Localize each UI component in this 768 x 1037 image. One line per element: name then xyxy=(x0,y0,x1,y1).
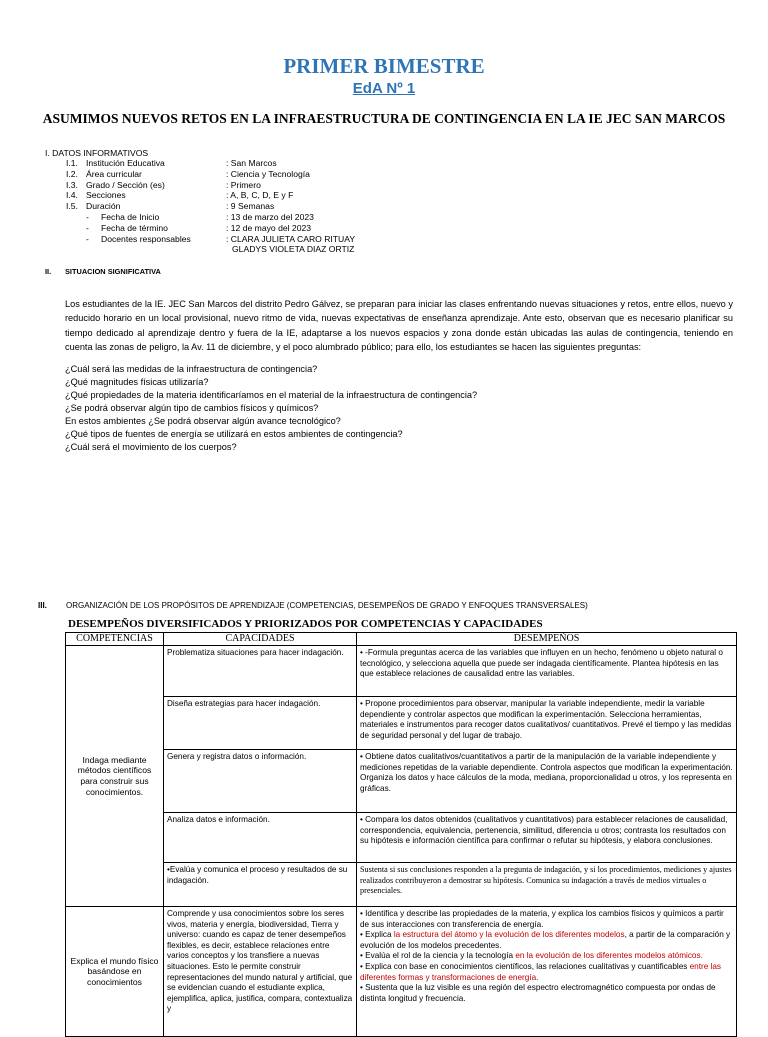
desempeno-cell: • Obtiene datos cualitativos/cuantitativos a partir de la manipulación de la variable independiente y mediciones repetidas de la variable dependiente. Controla aspectos que modifican la experimentación. Organiza los datos y hace cálculos de la moda, mediana, proporcionalidad u otros, y los representa en gráficas. xyxy=(357,750,737,813)
info-num: I.2. xyxy=(66,169,78,179)
competencias-table xyxy=(65,632,737,1037)
desempeno-bullet: • Explica la estructura del átomo y la evolución de los diferentes modelos, a partir de la comparación y evolución de los modelos precedentes. xyxy=(360,930,731,950)
situacion-paragraph xyxy=(65,297,733,354)
table-row xyxy=(66,863,737,907)
desempeno-cell: • Compara los datos obtenidos (cualitativos y cuantitativos) para establecer relaciones de causalidad, correspondencia, equivalencia, pertenencia, similitud, diferencia u otros; contrasta los resultados con su hipótesis e información científica para confirmar o refutar su hipótesis, y elabora conclusiones. xyxy=(357,813,737,863)
info-value: : 13 de marzo del 2023 xyxy=(226,212,314,222)
organizacion-num: III. xyxy=(38,601,47,610)
info-value: GLADYS VIOLETA DIAZ ORTIZ xyxy=(232,244,355,254)
capacidad-cell: •Evalúa y comunica el proceso y resultados de su indagación. xyxy=(164,863,357,907)
info-label: Área curricular xyxy=(86,169,142,179)
question-item: ¿Se podrá observar algún tipo de cambios físicos y químicos? xyxy=(65,403,319,413)
desempeno-cell xyxy=(357,907,737,1037)
desempeno-bullet: • Evalúa el rol de la ciencia y la tecnología en la evolución de los diferentes modelos atómicos. xyxy=(360,951,703,961)
info-num: I.1. xyxy=(66,158,78,168)
competencia-indaga: Indaga mediante métodos científicos para construir sus conocimientos. xyxy=(66,646,164,907)
table-row xyxy=(66,646,737,697)
info-label: Fecha de Inicio xyxy=(101,212,160,222)
info-label: Duración xyxy=(86,201,121,211)
info-value: : San Marcos xyxy=(226,158,277,168)
info-value: : 12 de mayo del 2023 xyxy=(226,223,312,233)
competencia-explica: Explica el mundo físico basándose en conocimientos xyxy=(66,907,164,1037)
desempeno-cell: • -Formula preguntas acerca de las variables que influyen en un hecho, fenómeno u objeto natural o tecnológico, y selecciona aquella que puede ser indagada científicamente. Plantea hipótesis en las que establece relaciones de causalidad entre las variables. xyxy=(357,646,737,697)
capacidad-cell: Genera y registra datos o información. xyxy=(164,750,357,813)
header-competencias: COMPETENCIAS xyxy=(66,633,164,646)
header-capacidades: CAPACIDADES xyxy=(164,633,357,646)
situacion-heading: SITUACION SIGNIFICATIVA xyxy=(65,267,161,276)
info-dash: - xyxy=(86,212,89,222)
desempeno-bullet: • Explica con base en conocimientos científicos, las relaciones cualitativas y cuantificables entre las diferentes formas y transformaciones de energía. xyxy=(360,961,722,982)
question-item: ¿Cuál será las medidas de la infraestructura de contingencia? xyxy=(65,364,318,374)
table-row xyxy=(66,750,737,813)
capacidad-cell: Analiza datos e información. xyxy=(164,813,357,863)
info-label: Grado / Sección (es) xyxy=(86,180,165,190)
table-row xyxy=(66,697,737,750)
question-item: En estos ambientes ¿Se podrá observar algún avance tecnológico? xyxy=(65,416,341,426)
table-title: DESEMPEÑOS DIVERSIFICADOS Y PRIORIZADOS POR COMPETENCIAS Y CAPACIDADES xyxy=(68,618,543,630)
question-item: ¿Cuál será el movimiento de los cuerpos? xyxy=(65,442,237,452)
info-label: Secciones xyxy=(86,190,126,200)
page-title: PRIMER BIMESTRE xyxy=(283,54,485,78)
info-value: : Ciencia y Tecnología xyxy=(226,169,310,179)
situacion-text: Los estudiantes de la IE. JEC San Marcos del distrito Pedro Gálvez, se preparan para iniciar las clases enfrentando nuevas situaciones y retos, entre ellos, nuevo y reducido horario en un local provisional, nuevo ritmo de vida, nuevas expectativas de enseñanza aprendizaje. Ante esto, observan que es necesario planificar su tiempo dedicado al aprendizaje dentro y fuera de la IE, adaptarse a los nuevos espacios y zona donde están ubicadas las aulas de contingencia, teniendo en cuenta las zonas de peligro, la Av. 11 de diciembre, y el poco alumbrado público; para ello, los estudiantes se hacen las siguientes preguntas: xyxy=(65,299,733,352)
question-item: ¿Qué tipos de fuentes de energía se utilizará en estos ambientes de contingencia? xyxy=(65,429,403,439)
info-value: : CLARA JULIETA CARO RITUAY xyxy=(226,234,356,244)
datos-heading: I. DATOS INFORMATIVOS xyxy=(45,148,149,158)
desempeno-bullet: • Identifica y describe las propiedades de la materia, y explica los cambios físicos y químicos a partir de sus interacciones con transferencia de energía. xyxy=(360,909,724,929)
question-item: ¿Qué propiedades de la materia identificaríamos en el material de la infraestructura de contingencia? xyxy=(65,390,478,400)
organizacion-text: ORGANIZACIÓN DE LOS PROPÓSITOS DE APRENDIZAJE (COMPETENCIAS, DESEMPEÑOS DE GRADO Y ENFOQUES TRANSVERSALES) xyxy=(66,601,588,610)
table-row xyxy=(66,813,737,863)
info-label: Docentes responsables xyxy=(101,234,191,244)
desempeno-cell: Sustenta si sus conclusiones responden a la pregunta de indagación, y si los procedimientos, mediciones y ajustes realizados contribuyeron a demostrar su hipótesis. Comunica su indagación a través de medios virtuales o presenciales. xyxy=(357,863,737,907)
info-num: I.4. xyxy=(66,190,78,200)
info-label: Fecha de término xyxy=(101,223,168,233)
header-desempenos: DESEMPEÑOS xyxy=(357,633,737,646)
info-num: I.3. xyxy=(66,180,78,190)
desempeno-bullet: • Sustenta que la luz visible es una región del espectro electromagnético compuesta por ondas de distinta longitud y frecuencia. xyxy=(360,983,716,1003)
capacidad-cell: Problematiza situaciones para hacer indagación. xyxy=(164,646,357,697)
page-subtitle: ASUMIMOS NUEVOS RETOS EN LA INFRAESTRUCTURA DE CONTINGENCIA EN LA IE JEC SAN MARCOS xyxy=(42,111,726,126)
info-dash: - xyxy=(86,234,89,244)
situacion-num: II. xyxy=(45,267,52,276)
info-value: : Primero xyxy=(226,180,261,190)
eda-text: EdA Nº 1 xyxy=(352,80,416,97)
info-num: I.5. xyxy=(66,201,78,211)
desempeno-cell: • Propone procedimientos para observar, manipular la variable independiente, medir la variable dependiente y controlar aspectos que modifican la experimentación. Selecciona herramientas, materiales e instrumentos para recoger datos cualitativos/ cuantitativos. Prevé el tiempo y las medidas de seguridad personal y del lugar de trabajo. xyxy=(357,697,737,750)
info-dash: - xyxy=(86,223,89,233)
info-value: : A, B, C, D, E y F xyxy=(226,190,294,200)
table-row xyxy=(66,907,737,1037)
eda-label xyxy=(0,80,768,97)
info-label: Institución Educativa xyxy=(86,158,165,168)
capacidad-cell: Diseña estrategias para hacer indagación. xyxy=(164,697,357,750)
capacidad-cell: Comprende y usa conocimientos sobre los seres vivos, materia y energía, biodiversidad, Tierra y universo: cuando es capaz de tener desempeños flexibles, es decir, establece relaciones entre varios conceptos y los transfiere a nuevas situaciones. Esto le permite construir representaciones del mundo natural y artificial, que se evidencian cuando el estudiante explica, ejemplifica, aplica, justifica, compara, contextualiza y xyxy=(164,907,357,1037)
question-item: ¿Qué magnitudes físicas utilizaría? xyxy=(65,377,209,387)
info-value: : 9 Semanas xyxy=(226,201,275,211)
table-header-row xyxy=(66,633,737,646)
